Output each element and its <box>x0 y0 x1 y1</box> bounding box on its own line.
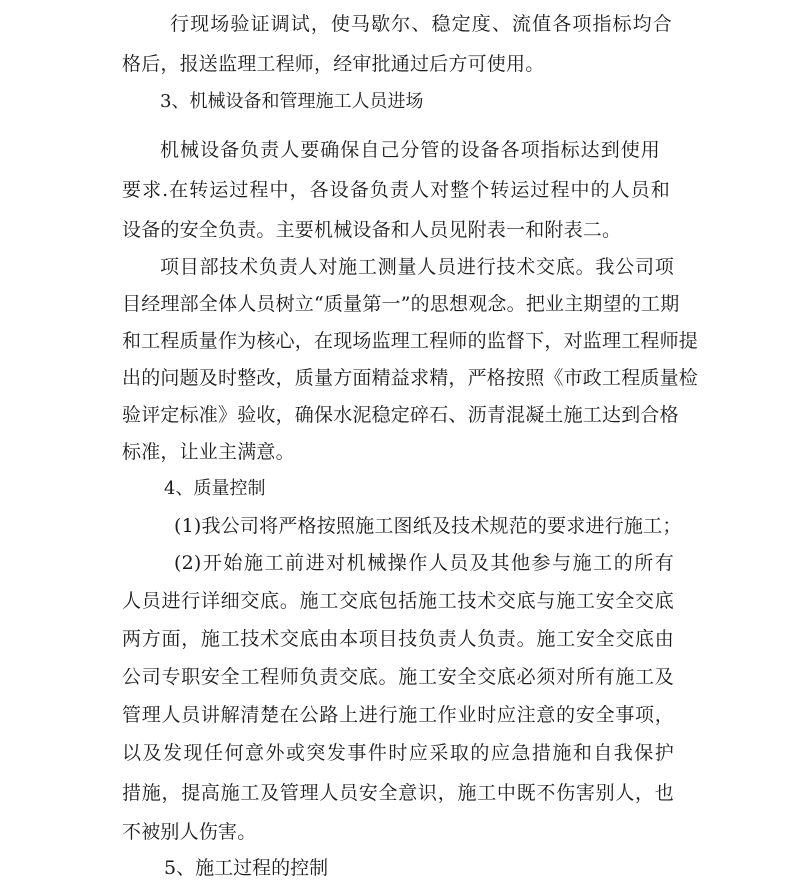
section-heading: 5、施工过程的控制 <box>164 857 329 879</box>
paragraph-line: (2)开始施工前进对机械操作人员及其他参与施工的所有 <box>174 552 674 574</box>
paragraph-line: 行现场验证调试，使马歇尔、稳定度、流值各项指标均合 <box>170 13 672 35</box>
paragraph-line: 管理人员讲解清楚在公路上进行施工作业时应注意的安全事项， <box>122 704 674 726</box>
paragraph-line: 两方面，施工技术交底由本项目技负责人负责。施工安全交底由 <box>122 628 674 650</box>
section-heading: 4、质量控制 <box>164 478 266 499</box>
paragraph-line: 标准，让业主满意。 <box>122 441 295 463</box>
paragraph-line: 出的问题及时整改，质量方面精益求精，严格按照《市政工程质量检 <box>122 367 699 389</box>
paragraph-line: 项目部技术负责人对施工测量人员进行技术交底。我公司项 <box>160 256 674 278</box>
paragraph-line: 人员进行详细交底。施工交底包括施工技术交底与施工安全交底 <box>122 590 674 612</box>
paragraph-line: 格后，报送监理工程师，经审批通过后方可使用。 <box>122 53 545 75</box>
paragraph-line: 不被别人伤害。 <box>122 821 257 843</box>
paragraph-line: 目经理部全体人员树立“质量第一”的思想观念。把业主期望的工期 <box>122 293 680 315</box>
list-item: (1)我公司将严格按照施工图纸及技术规范的要求进行施工； <box>174 515 682 537</box>
paragraph-line: 机械设备负责人要确保自己分管的设备各项指标达到使用 <box>160 139 660 161</box>
paragraph-line: 措施，提高施工及管理人员安全意识，施工中既不伤害别人，也 <box>122 782 674 804</box>
paragraph-line: 设备的安全负责。主要机械设备和人员见附表一和附表二。 <box>122 219 622 241</box>
section-heading: 3、机械设备和管理施工人员进场 <box>160 91 424 112</box>
paragraph-line: 公司专职安全工程师负责交底。施工安全交底必须对所有施工及 <box>122 666 674 688</box>
paragraph-line: 和工程质量作为核心，在现场监理工程师的监督下，对监理工程师提 <box>122 330 699 352</box>
paragraph-line: 以及发现任何意外或突发事件时应采取的应急措施和自我保护 <box>122 742 674 764</box>
paragraph-line: 验评定标准》验收，确保水泥稳定碎石、沥青混凝土施工达到合格 <box>122 404 679 426</box>
paragraph-line: 要求.在转运过程中，各设备负责人对整个转运过程中的人员和 <box>122 179 670 201</box>
